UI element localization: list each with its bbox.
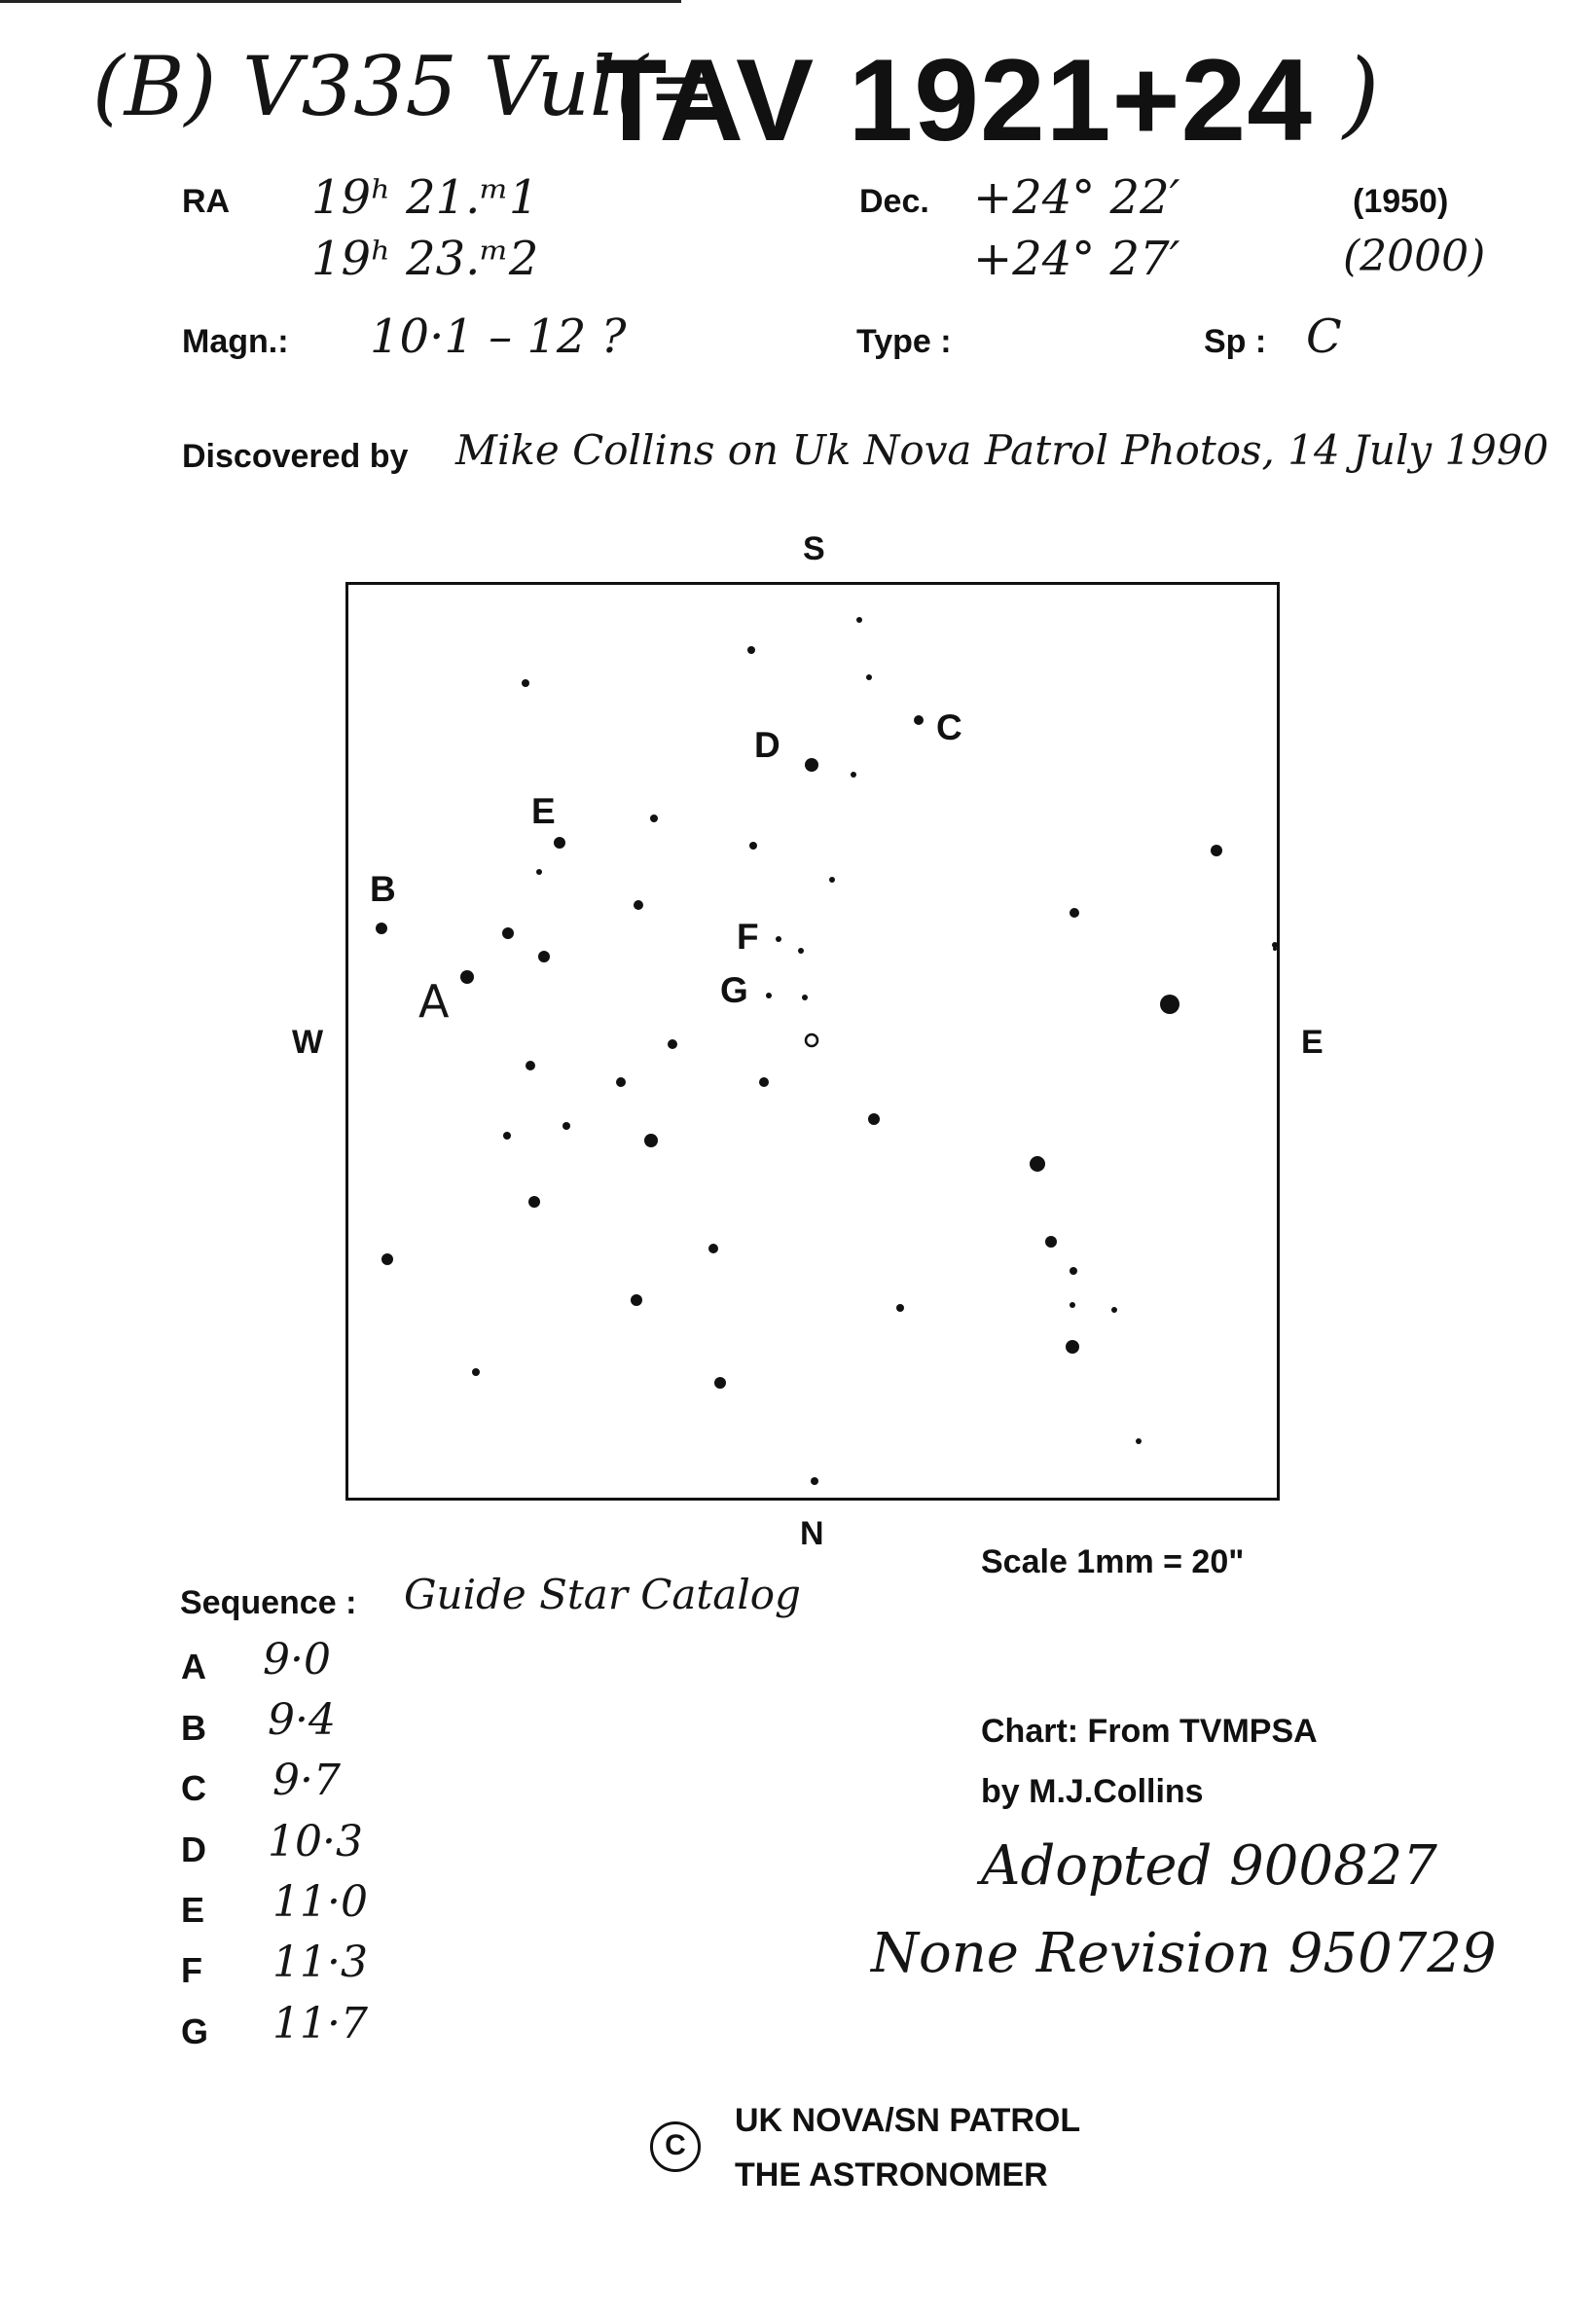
epoch-2000: (2000) (1343, 232, 1486, 281)
field-star (502, 927, 514, 939)
star-e (554, 837, 565, 849)
spectral-value: C (1306, 309, 1342, 364)
sequence-mag-c: 9·7 (272, 1756, 341, 1805)
star-c (914, 715, 924, 725)
field-star (1070, 908, 1079, 918)
field-star (896, 1304, 904, 1312)
chart-author: by M.J.Collins (981, 1773, 1204, 1810)
sequence-label: Sequence : (180, 1584, 357, 1621)
direction-east: E (1301, 1024, 1324, 1061)
star-a (460, 970, 474, 984)
dec-label: Dec. (859, 183, 929, 220)
sequence-letter-e: E (181, 1890, 205, 1930)
ra-label: RA (182, 183, 231, 220)
ra-1950-value: 19ʰ 21.ᵐ1 (311, 170, 539, 225)
field-star (866, 674, 872, 680)
field-star (1070, 1267, 1077, 1275)
field-star (856, 617, 862, 623)
comparison-label-d: D (754, 725, 780, 765)
field-star (472, 1368, 480, 1376)
sequence-mag-b: 9·4 (268, 1695, 336, 1745)
field-star (851, 772, 856, 778)
sequence-letter-d: D (181, 1830, 206, 1869)
comparison-label-c: C (936, 707, 962, 747)
field-star (749, 842, 757, 850)
comparison-label-e: E (531, 791, 556, 831)
field-star (503, 1132, 511, 1140)
field-star (631, 1294, 642, 1306)
star-d (805, 758, 818, 772)
spectral-label: Sp : (1204, 323, 1267, 360)
field-star (802, 995, 808, 1000)
field-star (798, 948, 804, 954)
field-star (708, 1244, 718, 1253)
field-star (1111, 1307, 1117, 1313)
adopted-date: Adopted 900827 (981, 1834, 1437, 1898)
direction-south: S (803, 530, 825, 567)
discovery-value: Mike Collins on Uk Nova Patrol Photos, 14 July 1990 (455, 426, 1549, 474)
field-star (1211, 845, 1222, 856)
direction-north: N (800, 1515, 824, 1552)
title-handwritten-suffix: ) (1343, 39, 1380, 148)
copyright-symbol: C (650, 2121, 701, 2172)
field-star (714, 1377, 726, 1389)
sequence-letter-f: F (181, 1950, 202, 1990)
field-star (522, 679, 529, 687)
field-star (650, 815, 658, 822)
sequence-mag-g: 11·7 (272, 1999, 368, 2048)
comparison-label-a: A (418, 975, 450, 1028)
footer-line-2: THE ASTRONOMER (735, 2156, 1048, 2193)
field-star (526, 1061, 535, 1070)
type-label: Type : (856, 323, 952, 360)
star-b (376, 923, 387, 934)
comparison-label-g: G (720, 970, 748, 1010)
sequence-source: Guide Star Catalog (404, 1571, 801, 1618)
field-star (1066, 1340, 1079, 1354)
field-star (668, 1039, 677, 1049)
sequence-mag-a: 9·0 (263, 1635, 331, 1685)
sequence-letter-a: A (181, 1647, 206, 1686)
ra-2000-value: 19ʰ 23.ᵐ2 (311, 232, 539, 286)
sequence-mag-e: 11·0 (272, 1877, 368, 1927)
sequence-letter-g: G (181, 2011, 209, 2051)
field-star (1045, 1236, 1057, 1248)
discovery-label: Discovered by (182, 438, 409, 475)
comparison-label-f: F (737, 917, 759, 957)
revision-date: None Revision 950729 (871, 1922, 1497, 1985)
comparison-label-b: B (370, 869, 396, 909)
title-handwritten-prefix: (B) V335 Vul(= (92, 39, 717, 134)
field-star (634, 900, 643, 910)
dec-1950-value: +24° 22′ (973, 170, 1180, 225)
star-f (776, 936, 781, 942)
sequence-letter-c: C (181, 1768, 206, 1808)
field-star (538, 951, 550, 962)
field-star (868, 1113, 880, 1125)
chart-scale: Scale 1mm = 20" (981, 1543, 1245, 1580)
star-g (766, 993, 772, 998)
title-designation: TAV 1921+24 (596, 35, 1314, 165)
sequence-mag-d: 10·3 (268, 1817, 363, 1866)
field-star (1273, 947, 1277, 951)
field-star (616, 1077, 626, 1087)
sequence-mag-f: 11·3 (272, 1938, 368, 1987)
field-star (536, 869, 542, 875)
field-star (381, 1253, 393, 1265)
sequence-letter-b: B (181, 1708, 206, 1748)
field-star (1070, 1302, 1075, 1308)
field-star (1030, 1156, 1045, 1172)
field-star (562, 1122, 570, 1130)
magnitude-value: 10·1 – 12 ? (370, 309, 627, 364)
direction-west: W (292, 1024, 324, 1061)
field-star (829, 877, 835, 883)
chart-source: Chart: From TVMPSA (981, 1713, 1318, 1750)
field-star (1136, 1438, 1142, 1444)
epoch-1950: (1950) (1353, 183, 1449, 220)
magnitude-label: Magn.: (182, 323, 289, 360)
variable-star-marker (806, 1034, 817, 1046)
field-star (811, 1477, 818, 1485)
field-star (747, 646, 755, 654)
field-star (759, 1077, 769, 1087)
field-star (528, 1196, 540, 1208)
dec-2000-value: +24° 27′ (973, 232, 1180, 286)
field-star (644, 1134, 658, 1147)
footer-line-1: UK NOVA/SN PATROL (735, 2102, 1081, 2139)
field-star (1160, 995, 1179, 1014)
